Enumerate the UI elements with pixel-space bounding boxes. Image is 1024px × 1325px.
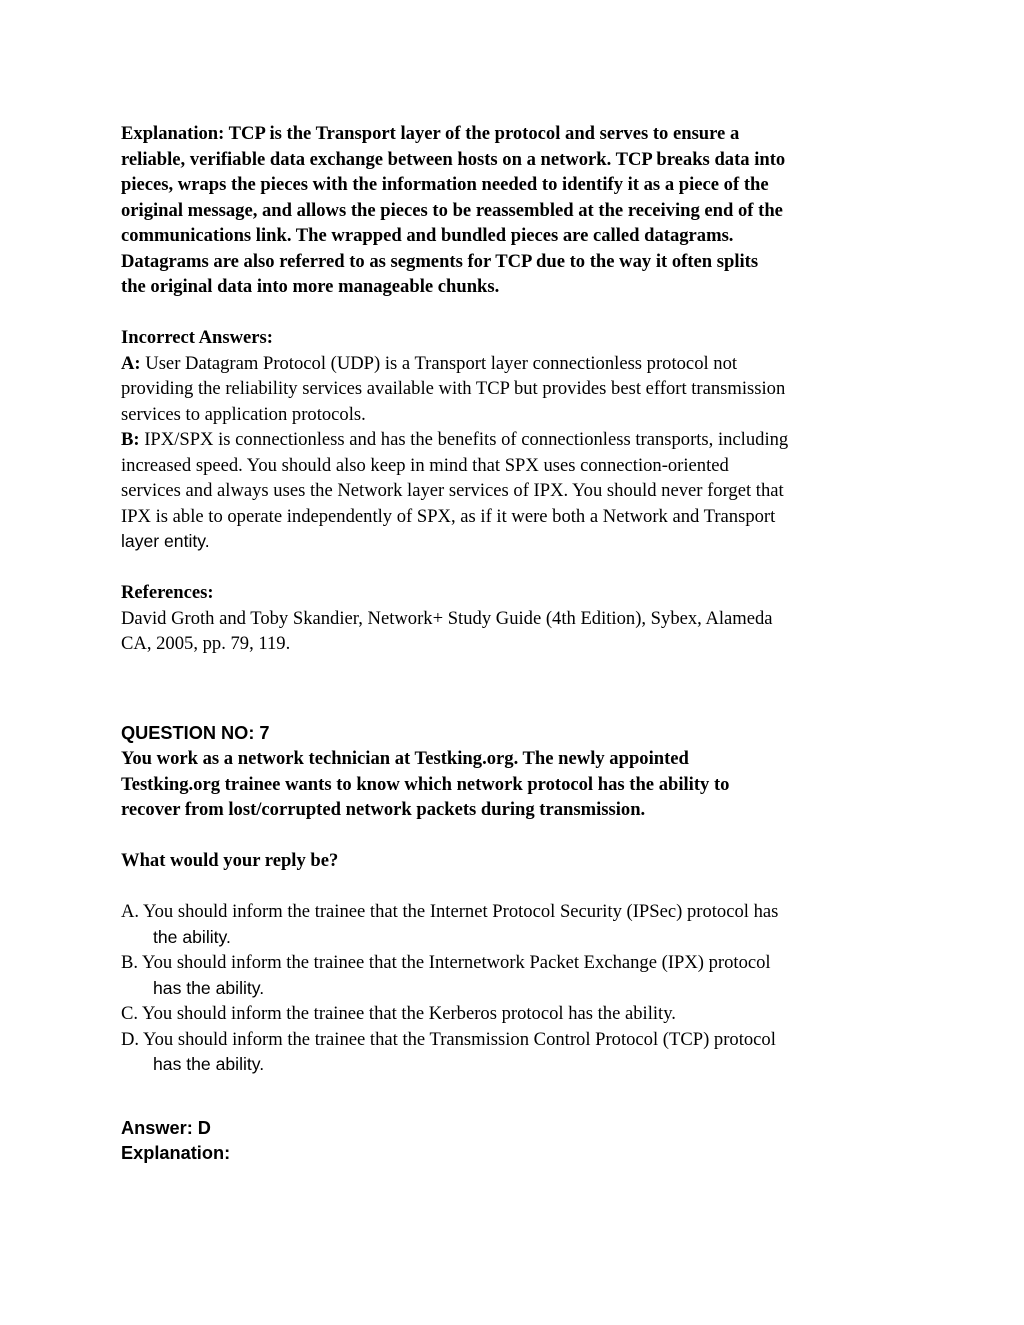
references-section [121, 580, 851, 657]
text-line: increased speed. You should also keep in mind that SPX uses connection-oriented [121, 454, 729, 476]
answer-explanation-label: Explanation: [121, 1143, 231, 1163]
question-number: QUESTION NO: 7 [121, 722, 270, 743]
question-prompt: What would your reply be? [121, 850, 339, 871]
question-section [121, 721, 851, 1078]
text-span: IPX/SPX is connectionless and has the benefits of connectionless transports, including [139, 429, 789, 450]
question-text [121, 746, 851, 823]
option-d [121, 1027, 851, 1078]
option-text-cont: has the ability. [153, 1054, 265, 1074]
text-line: Testking.org trainee wants to know which network protocol has the ability to [121, 773, 730, 795]
text-line: recover from lost/corrupted network packets during transmission. [121, 799, 646, 820]
option-label-b: B: [121, 429, 140, 450]
text-line: CA, 2005, pp. 79, 119. [121, 633, 291, 654]
text-line: services and always uses the Network layer services of IPX. You should never forget that [121, 480, 784, 501]
option-text-cont: the ability. [153, 926, 231, 947]
option-text: D. You should inform the trainee that the Transmission Control Protocol (TCP) protocol [121, 1028, 776, 1050]
option-list [121, 899, 851, 1078]
text-line [121, 351, 851, 377]
option-b [121, 950, 851, 1001]
incorrect-answers-heading: Incorrect Answers: [121, 327, 273, 348]
text-line: Datagrams are also referred to as segments for TCP due to the way it often splits [121, 250, 759, 272]
text-span: User Datagram Protocol (UDP) is a Transport layer connectionless protocol not [140, 352, 738, 374]
option-a [121, 899, 851, 950]
document-page [121, 121, 851, 1167]
text-line: communications link. The wrapped and bundled pieces are called datagrams. [121, 225, 734, 246]
answer-section [121, 1116, 851, 1167]
option-label-a: A: [121, 352, 141, 374]
text-line: pieces, wraps the pieces with the information needed to identify it as a piece of the [121, 174, 769, 195]
text-line: original message, and allows the pieces to be reassembled at the receiving end of the [121, 199, 783, 221]
option-text-cont: has the ability. [153, 977, 265, 998]
text-line [121, 427, 851, 453]
text-line: layer entity. [121, 531, 210, 551]
references-heading: References: [121, 582, 214, 603]
text-line: reliable, verifiable data exchange between hosts on a network. TCP breaks data into [121, 148, 786, 170]
option-text: C. You should inform the trainee that the Kerberos protocol has the ability. [121, 1003, 676, 1024]
text-line: David Groth and Toby Skandier, Network+ Study Guide (4th Edition), Sybex, Alameda [121, 607, 773, 629]
text-line: IPX is able to operate independently of SPX, as if it were both a Network and Transport [121, 505, 776, 527]
option-text: B. You should inform the trainee that the Internetwork Packet Exchange (IPX) protocol [121, 952, 771, 973]
text-line: services to application protocols. [121, 403, 366, 425]
explanation-paragraph [121, 121, 851, 300]
text-line: providing the reliability services available with TCP but provides best effort transmission [121, 378, 786, 399]
text-line: the original data into more manageable chunks. [121, 276, 500, 297]
incorrect-answers-section [121, 325, 851, 555]
option-c [121, 1001, 851, 1027]
answer-label: Answer: D [121, 1117, 211, 1138]
option-text: A. You should inform the trainee that the Internet Protocol Security (IPSec) protocol has [121, 901, 779, 922]
text-line: You work as a network technician at Testking.org. The newly appointed [121, 748, 689, 769]
text-line: Explanation: TCP is the Transport layer of the protocol and serves to ensure a [121, 123, 740, 144]
